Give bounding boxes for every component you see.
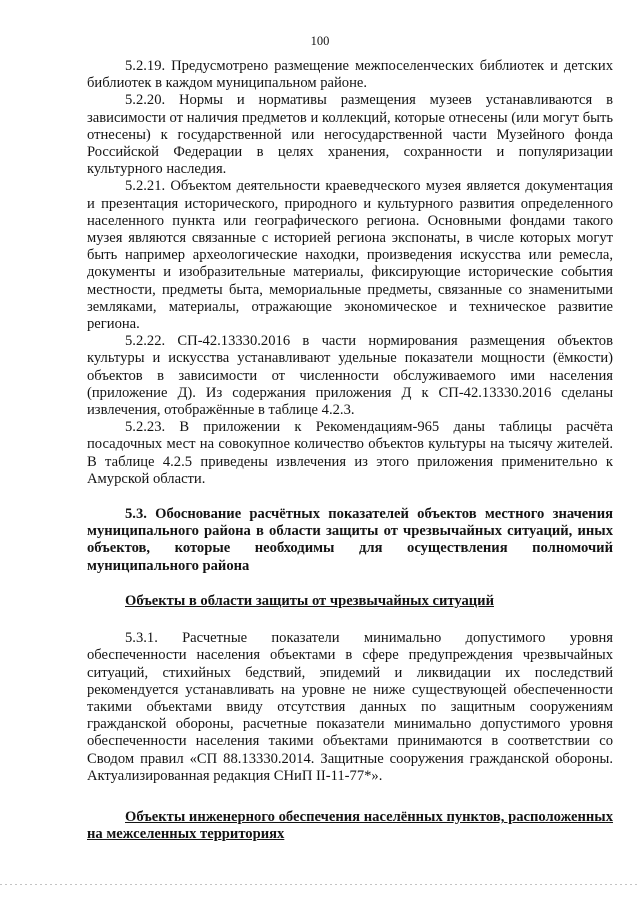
paragraph-5-2-20: 5.2.20. Нормы и нормативы размещения музеев устанавливаются в зависимости от наличия предметов и коллекций, которые отнесены (или могут быть отнесены) к государственной или негосударственной части Музейного фонда Российской Федерации в целях хранения, сохранности и популяризации культурного наследия. xyxy=(87,92,613,178)
subheading-emergency-objects: Объекты в области защиты от чрезвычайных ситуаций xyxy=(125,592,494,609)
paragraph-5-2-19: 5.2.19. Предусмотрено размещение межпоселенческих библиотек и детских библиотек в каждом муниципальном районе. xyxy=(87,58,613,92)
subheading-engineering-objects: Объекты инженерного обеспечения населённых пунктов, расположенных на межселенных территориях xyxy=(87,808,613,843)
paragraph-5-3-1: 5.3.1. Расчетные показатели минимально допустимого уровня обеспеченности населения объектами в сфере предупреждения чрезвычайных ситуаций, стихийных бедствий, эпидемий и ликвидации их последствий рекомендуется устанавливать на уровне не ниже существующей обеспеченности такими объектами ввиду отсутствия данных по защитным сооружениям гражданской обороны, расчетные показатели минимально допустимого уровня обеспеченности населения такими объектами принимаются в соответствии со Сводом правил «СП 88.13330.2014. Защитные сооружения гражданской обороны. Актуализированная редакция СНиП II-11-77*». xyxy=(87,630,613,784)
page-number: 100 xyxy=(310,34,330,48)
scan-edge-line xyxy=(0,884,640,885)
paragraph-5-2-21: 5.2.21. Объектом деятельности краеведческого музея является документация и презентация исторического, природного и культурного развития определенного населенного пункта или географического региона. Основными фондами такого музея являются связанные с историей региона экспонаты, в числе которых могут быть например археологические находки, произведения искусства или ремесла, документы и изобразительные материалы, фиксирующие исторические события местности, предметы быта, мемориальные предметы, связанные со знаменитыми земляками, материалы, отражающие экономическое и техническое развитие региона. xyxy=(87,178,613,333)
paragraph-5-2-23: 5.2.23. В приложении к Рекомендациям-965 даны таблицы расчёта посадочных мест на совокупное количество объектов культуры на тысячу жителей. В таблице 4.2.5 приведены извлечения из этого приложения применительно к Амурской области. xyxy=(87,419,613,487)
paragraph-5-2-22: 5.2.22. СП-42.13330.2016 в части нормирования размещения объектов культуры и искусства устанавливают удельные показатели мощности (ёмкости) объектов в зависимости от численности обслуживаемого ими населения (приложение Д). Из содержания приложения Д к СП-42.13330.2016 сделаны извлечения, отображённые в таблице 4.2.3. xyxy=(87,333,613,419)
section-heading-5-3: 5.3. Обоснование расчётных показателей объектов местного значения муниципального района в области защиты от чрезвычайных ситуаций, иных объектов, которые необходимы для осуществления полномочий муниципального района xyxy=(87,506,613,574)
page-content xyxy=(87,58,613,843)
